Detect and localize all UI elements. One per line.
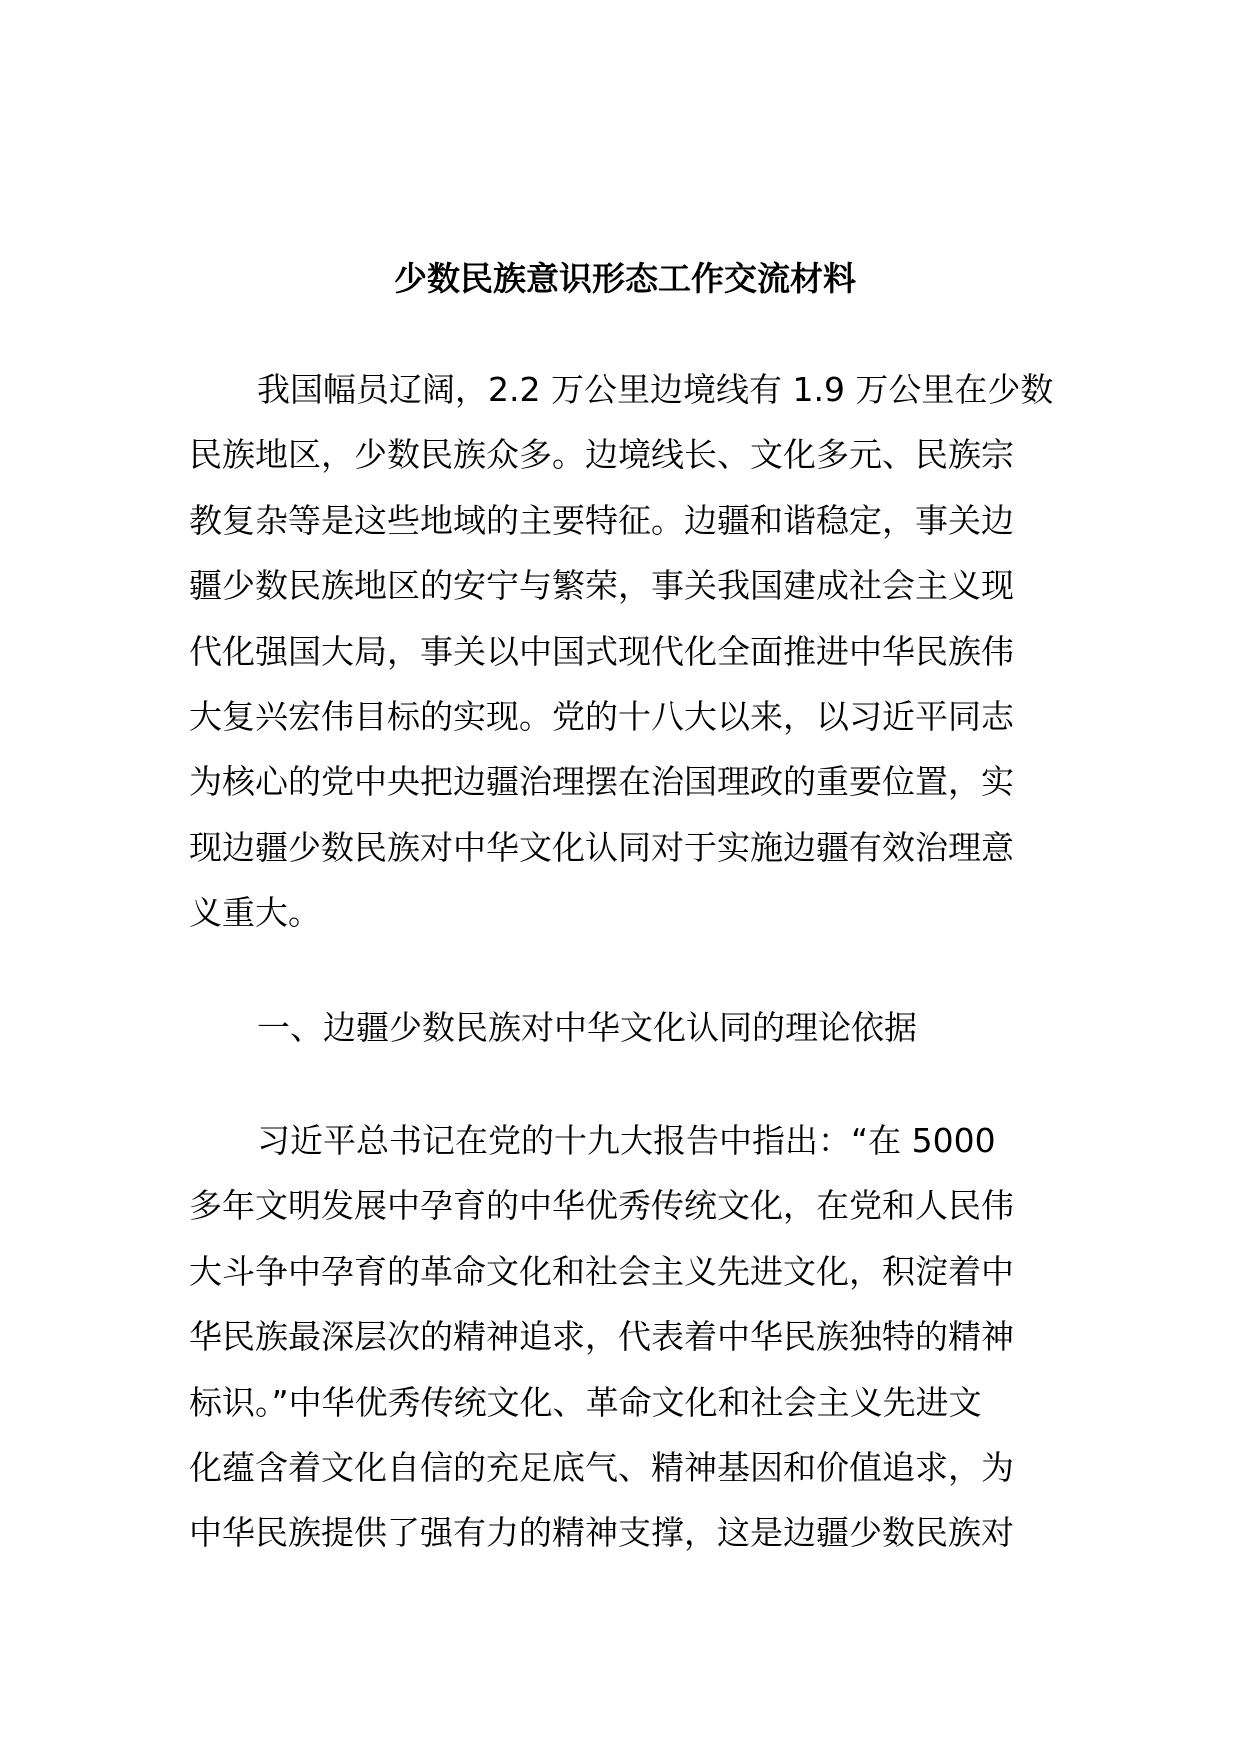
text-line: 大复兴宏伟目标的实现。党的十八大以来，以习近平同志: [189, 696, 1014, 736]
text-line: 疆少数民族地区的安宁与繁荣，事关我国建成社会主义现: [189, 566, 1014, 606]
text-line: 义重大。: [189, 893, 321, 933]
text-line: 我国幅员辽阔，2.2 万公里边境线有 1.9 万公里在少数: [257, 370, 1054, 409]
text-line: 教复杂等是这些地域的主要特征。边疆和谐稳定，事关边: [189, 500, 1014, 540]
text-line: 代化强国大局，事关以中国式现代化全面推进中华民族伟: [189, 631, 1014, 671]
paragraph-theory: [189, 1108, 1069, 1566]
section-heading-1: [189, 995, 1069, 1060]
paragraph-intro: [189, 357, 1069, 946]
text-line: 化蕴含着文化自信的充足底气、精神基因和价值追求，为: [189, 1447, 1014, 1487]
section-heading-text: 一、边疆少数民族对中华文化认同的理论依据: [257, 1008, 917, 1047]
text-line: 大斗争中孕育的革命文化和社会主义先进文化，积淀着中: [189, 1251, 1014, 1291]
text-line: 现边疆少数民族对中华文化认同对于实施边疆有效治理意: [189, 827, 1014, 867]
text-line: 华民族最深层次的精神追求，代表着中华民族独特的精神: [189, 1317, 1014, 1357]
text-line: 为核心的党中央把边疆治理摆在治国理政的重要位置，实: [189, 762, 1014, 802]
text-line: 习近平总书记在党的十九大报告中指出：“在 5000: [257, 1121, 996, 1160]
document-title: 少数民族意识形态工作交流材料: [394, 259, 856, 298]
text-line: 中华民族提供了强有力的精神支撑，这是边疆少数民族对: [189, 1513, 1014, 1553]
text-line: 多年文明发展中孕育的中华优秀传统文化，在党和人民伟: [189, 1186, 1014, 1226]
text-line: 民族地区，少数民族众多。边境线长、文化多元、民族宗: [189, 435, 1014, 475]
text-line: 标识。”中华优秀传统文化、革命文化和社会主义先进文: [189, 1382, 982, 1422]
